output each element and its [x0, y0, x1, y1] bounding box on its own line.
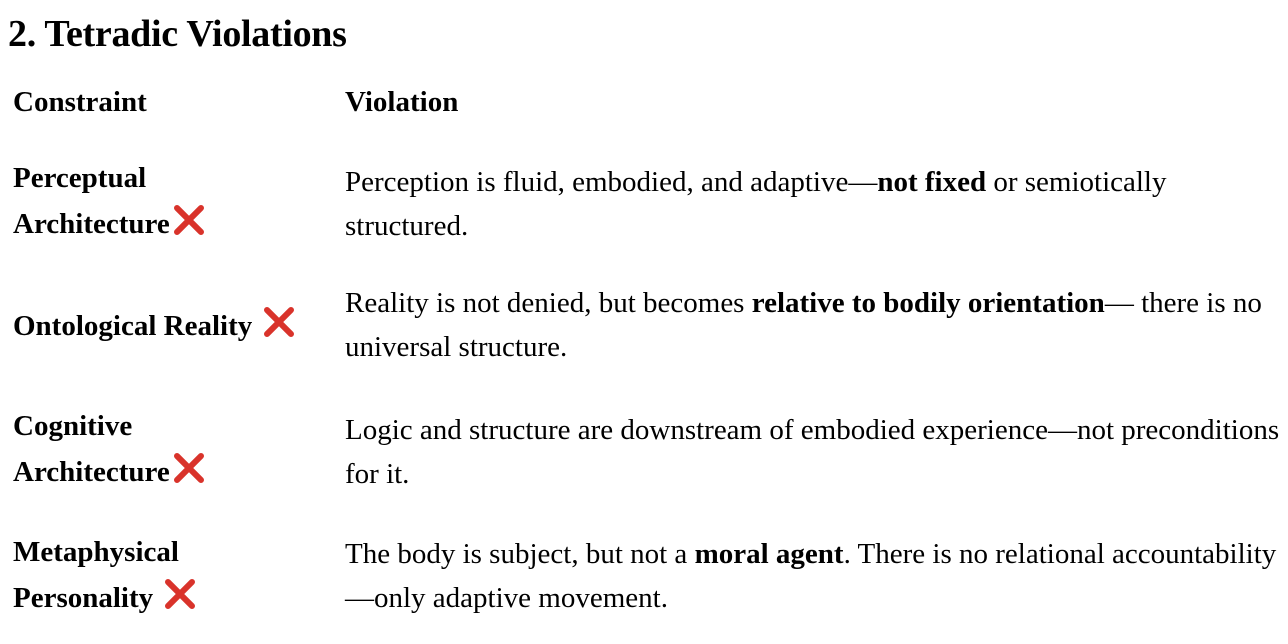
constraint-label-line2: Architecture [13, 456, 170, 488]
cross-mark-icon [262, 305, 296, 339]
violation-emphasis: not fixed [877, 166, 987, 198]
violation-text: . There is no relational accountability—only adaptive movement. [345, 538, 1277, 614]
constraint-cell [13, 303, 343, 349]
cross-mark-icon [172, 203, 206, 237]
violation-text: The body is subject, but not a [345, 538, 695, 570]
violation-text: — there is no universal structure. [345, 287, 1262, 363]
constraint-label-line2: Architecture [13, 208, 170, 240]
violation-cell [345, 281, 1280, 369]
constraint-label-line1: Ontological Reality [13, 310, 253, 342]
column-header-constraint: Constraint [13, 86, 147, 118]
constraint-label-line1: Perceptual [13, 162, 147, 194]
violation-text: or semiotically structured. [345, 166, 1167, 242]
violation-emphasis: moral agent [694, 538, 844, 570]
constraint-cell [13, 403, 343, 495]
constraint-label-line2: Personality [13, 582, 154, 614]
cross-mark-icon [163, 577, 197, 611]
constraint-cell [13, 529, 343, 621]
violation-cell [345, 160, 1280, 248]
violation-cell [345, 408, 1280, 496]
constraint-cell [13, 155, 343, 247]
constraint-label-line1: Cognitive [13, 410, 133, 442]
violation-text: Reality is not denied, but becomes [345, 287, 752, 319]
column-header-violation: Violation [345, 86, 459, 118]
violation-cell [345, 532, 1280, 620]
cross-mark-icon [172, 451, 206, 485]
constraint-label-line1: Metaphysical [13, 536, 179, 568]
violation-emphasis: relative to bodily orientation [751, 287, 1105, 319]
violation-text: Logic and structure are downstream of embodied experience—not preconditions for it. [345, 414, 1280, 490]
section-title: 2. Tetradic Violations [8, 13, 347, 55]
violation-text: Perception is fluid, embodied, and adaptive— [345, 166, 878, 198]
